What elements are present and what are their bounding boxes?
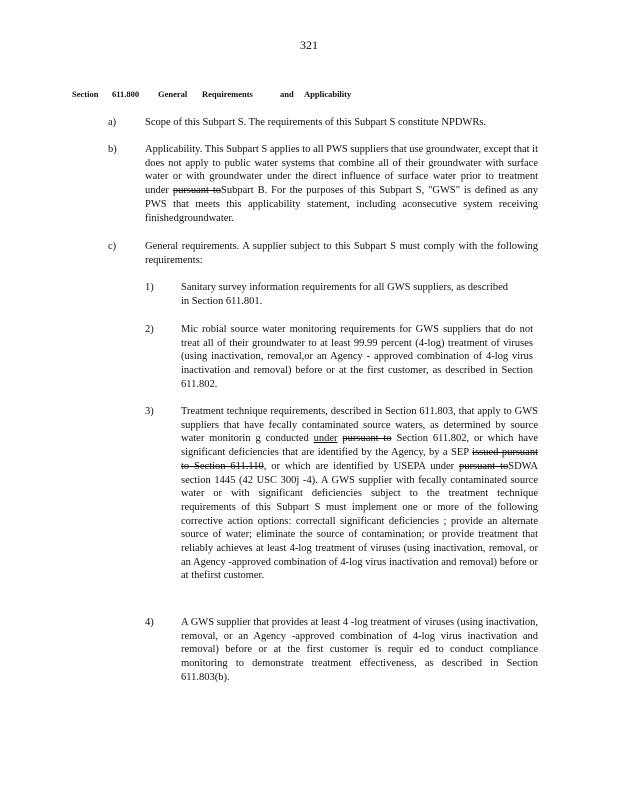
item-c3-label: 3) xyxy=(145,406,154,417)
item-c3-part-3: , or which are identified by USEPA under xyxy=(263,460,460,472)
item-b-part-1: Applicability. This Subpart S applies to all PWS suppliers that use groundwater, except that it does not apply to public water systems that combine all of their groundwater with surface water or with groundwater under the direct influence of surface water prior to treatment under xyxy=(145,144,538,197)
item-c4-label: 4) xyxy=(145,617,154,628)
item-b-strike: pursuant to xyxy=(172,185,222,197)
item-c2-text: Mic robial source water monitoring requirements for GWS suppliers that do not treat all of their groundwater to at least 99.99 percent (4-log) treatment of viruses (using inactivation, removal,or an Agency - approved combination of 4-log virus inactivation and removal) before or at the first customer, as described in Section 611.802. xyxy=(181,324,533,390)
item-b-part-2: Subpart B. For the purposes of this Subpart S, "GWS" is defined as any PWS that meets this applicability statement, including aconsecutive system receiving finishedgroundwater. xyxy=(145,185,538,224)
item-c3-part-2: Section 611.802, or which have significant deficiencies that are identified by the Agency, by a SEP xyxy=(181,433,539,459)
item-b-text xyxy=(145,143,538,225)
section-title-word-1: General xyxy=(158,89,188,99)
item-a-text: Scope of this Subpart S. The requirements of this Subpart S constitute NPDWRs. xyxy=(145,117,487,128)
item-c3-part-1: Treatment technique requirements, described in Section 611.803, that apply to GWS suppliers that have fecally contaminated source waters, as determined by source water monitorin g conducted xyxy=(181,406,538,445)
item-c-text: General requirements. A supplier subject to this Subpart S must comply with the following requirements: xyxy=(145,241,538,266)
item-c2-label: 2) xyxy=(145,324,154,335)
item-c3-strike-1: pursuant to xyxy=(342,433,392,445)
item-c-label: c) xyxy=(108,241,117,252)
section-title-word-4: Applicability xyxy=(304,89,352,99)
section-word: Section xyxy=(72,89,99,99)
item-a-label: a) xyxy=(108,117,117,128)
section-number: 611.800 xyxy=(112,89,140,99)
item-c3-part-4: SDWA section 1445 (42 USC 300j -4). A GWS supplier with fecally contaminated source water or with significant deficiencies subject to the treatment technique requirements of this Subpart S must implement one or more of the following corrective action options: correctall significant deficiencies ; provide an alternate source of water; eliminate the source of contamination; or provide treatment that reliably achieves at least 4-log treatment of viruses (using inactivation, removal, or an Agency -approved combination of 4-log virus inactivation and removal) before or at thefirst customer. xyxy=(181,460,539,582)
item-c3-text xyxy=(181,405,538,583)
page-number: 321 xyxy=(300,38,318,52)
item-b-label: b) xyxy=(108,144,117,155)
item-c3-strike-3: pursuant to xyxy=(459,460,509,472)
item-c3-underline: under xyxy=(313,433,338,445)
item-c4-text: A GWS supplier that provides at least 4 -log treatment of viruses (using inactivation, removal, or an Agency -approved combination of 4-log virus inactivation and removal) before or at the first customer is requir ed to conduct compliance monitoring to demonstrate treatment effectiveness, as described in Section 611.803(b). xyxy=(181,617,538,683)
item-c1-label: 1) xyxy=(145,282,154,293)
item-c3-strike-2: issued pursuant to Section 611.110 xyxy=(181,447,538,472)
section-heading xyxy=(72,89,352,99)
section-title-word-3: and xyxy=(280,89,294,99)
item-c1-text: Sanitary survey information requirements for all GWS suppliers, as described in Section 611.801. xyxy=(181,282,508,307)
section-title-word-2: Requirements xyxy=(202,89,253,99)
